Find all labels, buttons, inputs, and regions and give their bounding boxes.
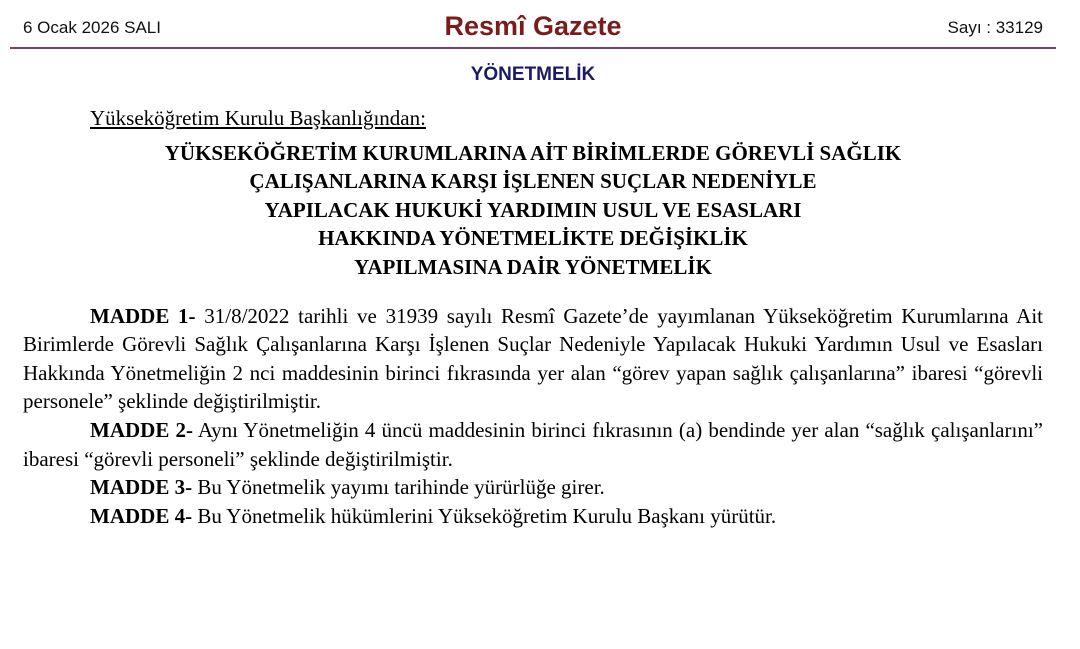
article-1	[23, 302, 1043, 416]
articles-list	[23, 302, 1043, 531]
regulation-title	[23, 139, 1043, 282]
article-label: MADDE 1-	[90, 303, 196, 328]
regulation-title-line: YAPILACAK HUKUKİ YARDIMIN USUL VE ESASLARI	[264, 197, 802, 222]
regulation-title-line: ÇALIŞANLARINA KARŞI İŞLENEN SUÇLAR NEDENİYLE	[249, 169, 817, 194]
article-2	[23, 416, 1043, 473]
article-text: Aynı Yönetmeliğin 4 üncü maddesinin birinci fıkrasının (a) bendinde yer alan “sağlık çalışanlarını” ibaresi “görevli personeli” şeklinde değiştirilmiştir.	[23, 417, 1043, 471]
section-type-heading: YÖNETMELİK	[470, 64, 596, 85]
article-label: MADDE 3-	[90, 475, 193, 500]
article-label: MADDE 4-	[90, 503, 193, 528]
regulation-title-line: HAKKINDA YÖNETMELİKTE DEĞİŞİKLİK	[318, 226, 748, 251]
article-4	[23, 502, 1043, 531]
article-text: 31/8/2022 tarihli ve 31939 sayılı Resmî Gazete’de yayımlanan Yükseköğretim Kurumlarına Ait Birimlerde Görevli Sağlık Çalışanlarına Karşı İşlenen Suçlar Nedeniyle Yapılacak Hukuki Yardımın Usul ve Esasları Hakkında Yönetmeliğin 2 nci maddesinin birinci fıkrasında yer alan “görev yapan sağlık çalışanlarına” ibaresi “görevli personele” şeklinde değiştirilmiştir.	[23, 303, 1043, 414]
article-3	[23, 473, 1043, 502]
issuing-authority: Yükseköğretim Kurulu Başkanlığından:	[90, 106, 426, 130]
regulation-title-line: YÜKSEKÖĞRETİM KURUMLARINA AİT BİRİMLERDE GÖREVLİ SAĞLIK	[164, 140, 902, 165]
gazette-header	[10, 0, 1056, 49]
article-text: Bu Yönetmelik hükümlerini Yükseköğretim Kurulu Başkanı yürütür.	[192, 503, 777, 528]
regulation-title-line: YAPILMASINA DAİR YÖNETMELİK	[354, 254, 712, 279]
issue-date: 6 Ocak 2026 SALI	[23, 18, 161, 37]
gazette-title: Resmî Gazete	[444, 11, 622, 41]
issue-number: Sayı : 33129	[947, 18, 1043, 37]
article-label: MADDE 2-	[90, 417, 193, 442]
article-text: Bu Yönetmelik yayımı tarihinde yürürlüğe girer.	[192, 475, 605, 500]
document-body	[23, 104, 1043, 530]
